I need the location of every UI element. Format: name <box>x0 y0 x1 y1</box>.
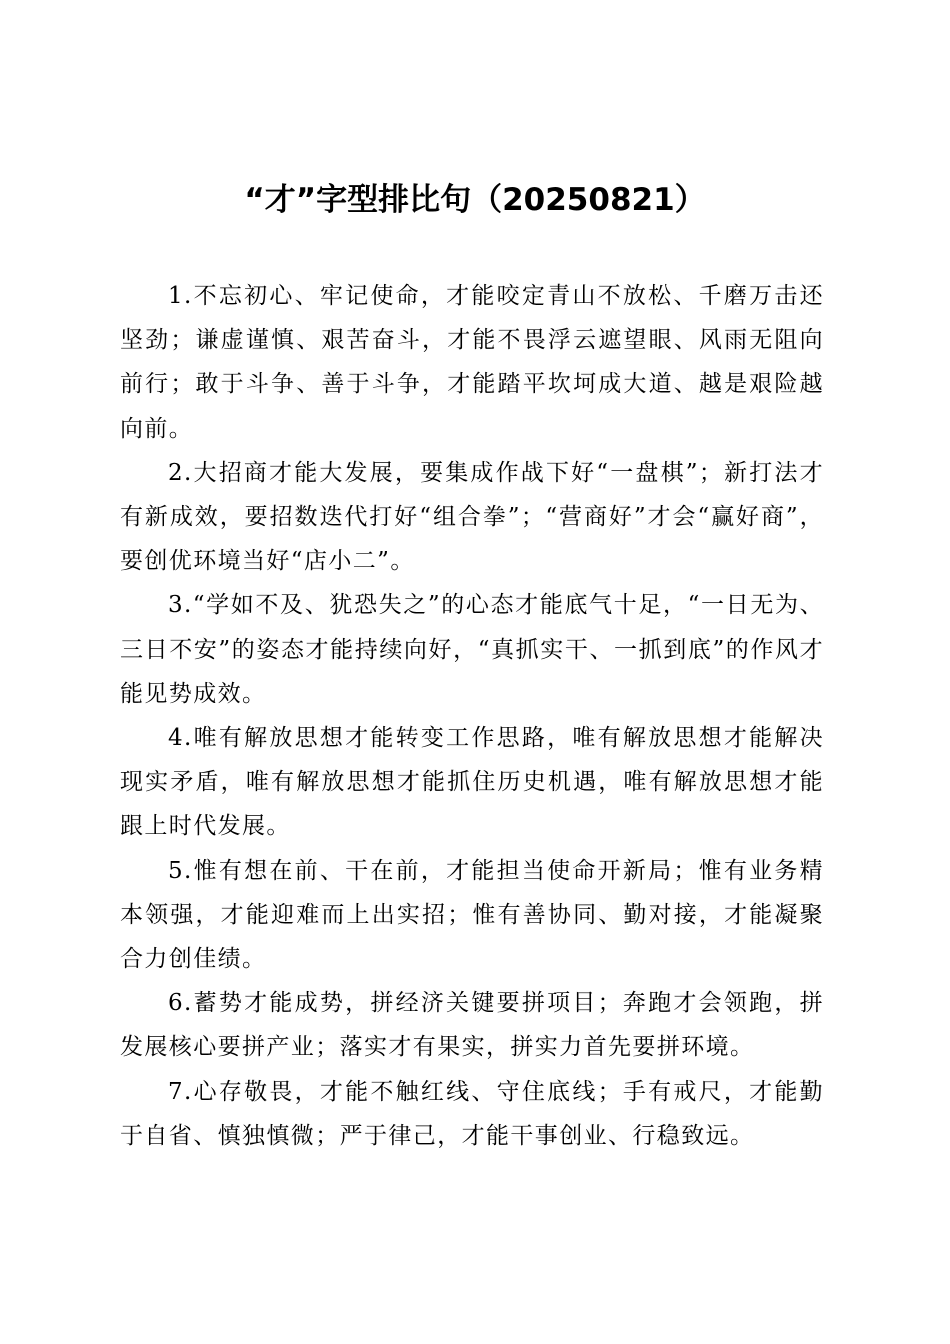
document-title: “才”字型排比句（20250821） <box>244 182 706 218</box>
paragraph-3: 3.“学如不及、犹恐失之”的心态才能底气十足，“一日无为、三日不安”的姿态才能持续向好，“真抓实干、一抓到底”的作风才能见势成效。 <box>120 592 824 707</box>
paragraph-6: 6.蓄势才能成势，拼经济关键要拼项目；奔跑才会领跑，拼发展核心要拼产业；落实才有果实，拼实力首先要拼环境。 <box>120 990 824 1061</box>
paragraph-5: 5.惟有想在前、干在前，才能担当使命开新局；惟有业务精本领强，才能迎难而上出实招；惟有善协同、勤对接，才能凝聚合力创佳绩。 <box>120 857 824 973</box>
paragraph-7: 7.心存敬畏，才能不触红线、守住底线；手有戒尺，才能勤于自省、慎独慎微；严于律己，才能干事创业、行稳致远。 <box>120 1078 824 1149</box>
paragraph-1: 1.不忘初心、牢记使命，才能咬定青山不放松、千磨万击还坚劲；谦虚谨慎、艰苦奋斗，才能不畏浮云遮望眼、风雨无阻向前行；敢于斗争、善于斗争，才能踏平坎坷成大道、越是艰险越向前。 <box>120 283 824 442</box>
paragraph-2: 2.大招商才能大发展，要集成作战下好“一盘棋”；新打法才有新成效，要招数迭代打好“组合拳”；“营商好”才会“赢好商”，要创优环境当好“店小二”。 <box>120 459 824 575</box>
document-body <box>120 274 824 1158</box>
paragraph-4: 4.唯有解放思想才能转变工作思路，唯有解放思想才能解决现实矛盾，唯有解放思想才能抓住历史机遇，唯有解放思想才能跟上时代发展。 <box>120 725 824 840</box>
